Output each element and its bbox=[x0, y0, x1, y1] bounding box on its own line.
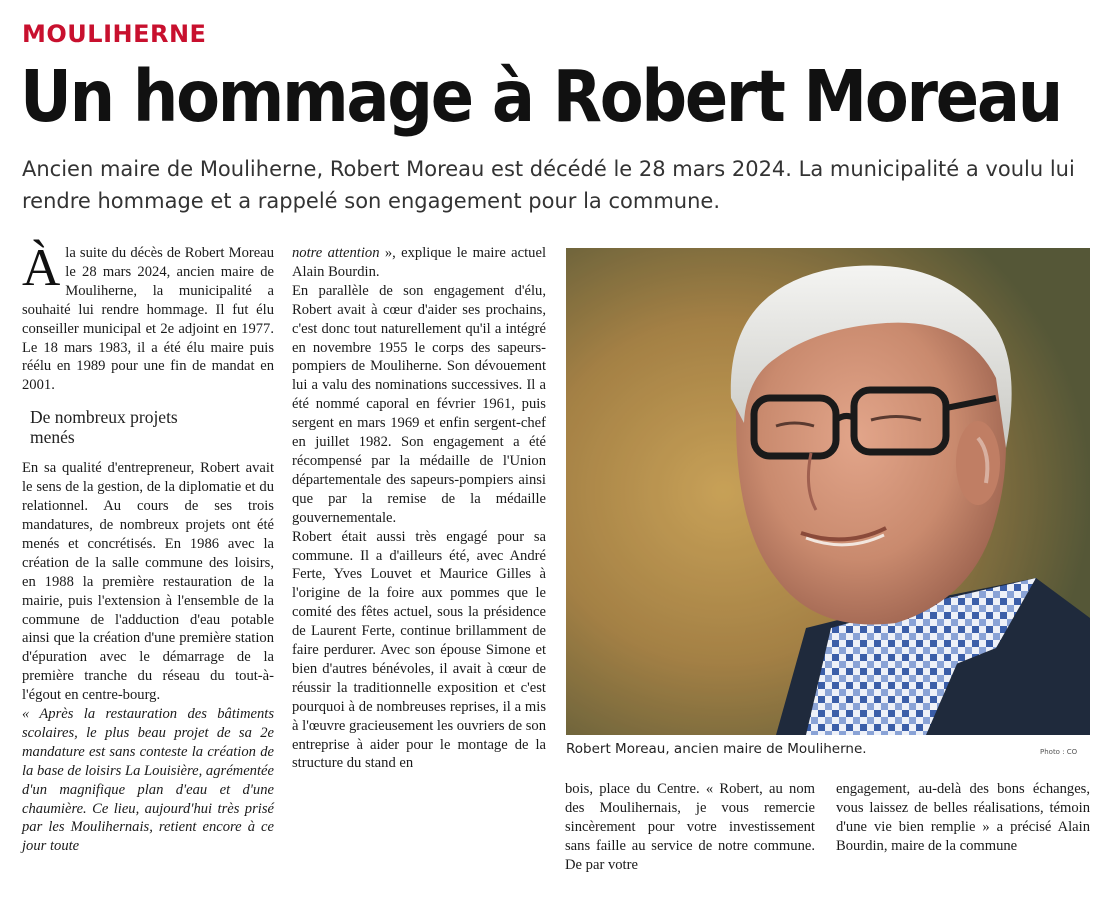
article-subhead: De nombreux projets menés bbox=[30, 407, 178, 448]
paragraph-commune: Robert était aussi très engagé pour sa commune. Il a d'ailleurs été, avec André Ferte, Yves Louvet et Maurice Gilles à l'origine de la foire aux pommes que le comité des fêtes actuel, sous la présidence de Laurent Ferte, continue brillamment de faire perdurer. Avec son épouse Simone et bien d'autres bénévoles, il avait à cœur de réussir la traditionnelle exposition et c'est pourquoi à de nombreuses reprises, il a mis à l'œuvre gracieusement les ouvriers de son entreprise à aider pour le montage de la structure du stand en bbox=[292, 528, 546, 772]
article-title: Un hommage à Robert Moreau bbox=[20, 55, 1061, 138]
paragraph-quote-end: notre attention », explique le maire actuel Alain Bourdin. bbox=[292, 245, 547, 280]
drop-cap: À bbox=[22, 239, 61, 297]
paragraph-tribute: bois, place du Centre. « Robert, au nom des Moulihernais, je vous remercie sincèrement pour votre investissement sans faille au service de notre commune. De par votre bbox=[565, 781, 815, 873]
photo-caption: Robert Moreau, ancien maire de Mouliherne. bbox=[566, 741, 867, 757]
photo-credit: Photo : CO bbox=[1040, 748, 1078, 756]
paragraph-intro: À la suite du décès de Robert Moreau le 28 mars 2024, ancien maire de Mouliherne, la municipalité a souhaité lui rendre hommage. Il fut élu conseiller municipal et 2e adjoint en 1977. Le 18 mars 1983, il a été élu maire puis réélu en 1989 pour une fin de mandat en 2001. bbox=[22, 239, 274, 394]
article-column-1 bbox=[22, 239, 274, 856]
article-column-4 bbox=[836, 780, 1090, 856]
article-column-3 bbox=[565, 780, 815, 875]
paragraph-tribute-end: engagement, au-delà des bons échanges, vous laissez de belles réalisations, témoin d'une vie bien remplie » a précisé Alain Bourdin, maire de la commune bbox=[836, 781, 1090, 854]
portrait-photo bbox=[566, 248, 1090, 735]
paragraph-quote: « Après la restauration des bâtiments scolaires, le plus beau projet de sa 2e mandature est sans conteste la création de la base de loisirs La Louisière, agrémentée d'un magnifique plan d'eau et d'une chaumière. Ce lieu, aujourd'hui très prisé par les Moulihernais, retient encore à ce jour toute bbox=[22, 706, 274, 855]
portrait-illustration bbox=[566, 248, 1090, 735]
section-rubric: MOULIHERNE bbox=[22, 20, 207, 48]
paragraph-firefighters: En parallèle de son engagement d'élu, Robert avait à cœur d'aider ses prochains, c'est donc tout naturellement qu'il a intégré en novembre 1955 le corps des sapeurs-pompiers de Mouliherne. Son dévouement lui a valu des nominations successives. Il a été nommé caporal en février 1961, puis sergent en mars 1969 et enfin sergent-chef en juillet 1982. Son engagement a été récompensé par la médaille de l'Union départementale des sapeurs-pompiers ainsi que par la remise de la médaille gouvernementale. bbox=[292, 282, 546, 526]
paragraph-projects: En sa qualité d'entrepreneur, Robert avait le sens de la gestion, de la diplomatie et du relationnel. Au cours de ses trois mandatures, de nombreux projets ont été menés et concrétisés. En 1986 avec la création de la salle commune des loisirs, en 1988 la première restauration de la mairie, puis l'extension à l'ensemble de la commune de l'adduction d'eau potable ainsi que la création d'une première station d'épuration avec le démarrage de la première tranche du réseau du tout-à-l'égout en centre-bourg. bbox=[22, 460, 274, 704]
article-column-2 bbox=[292, 244, 546, 773]
article-lead: Ancien maire de Mouliherne, Robert Moreau est décédé le 28 mars 2024. La municipalité a voulu lui rendre hommage et a rappelé son engagement pour la commune. bbox=[22, 157, 1075, 213]
